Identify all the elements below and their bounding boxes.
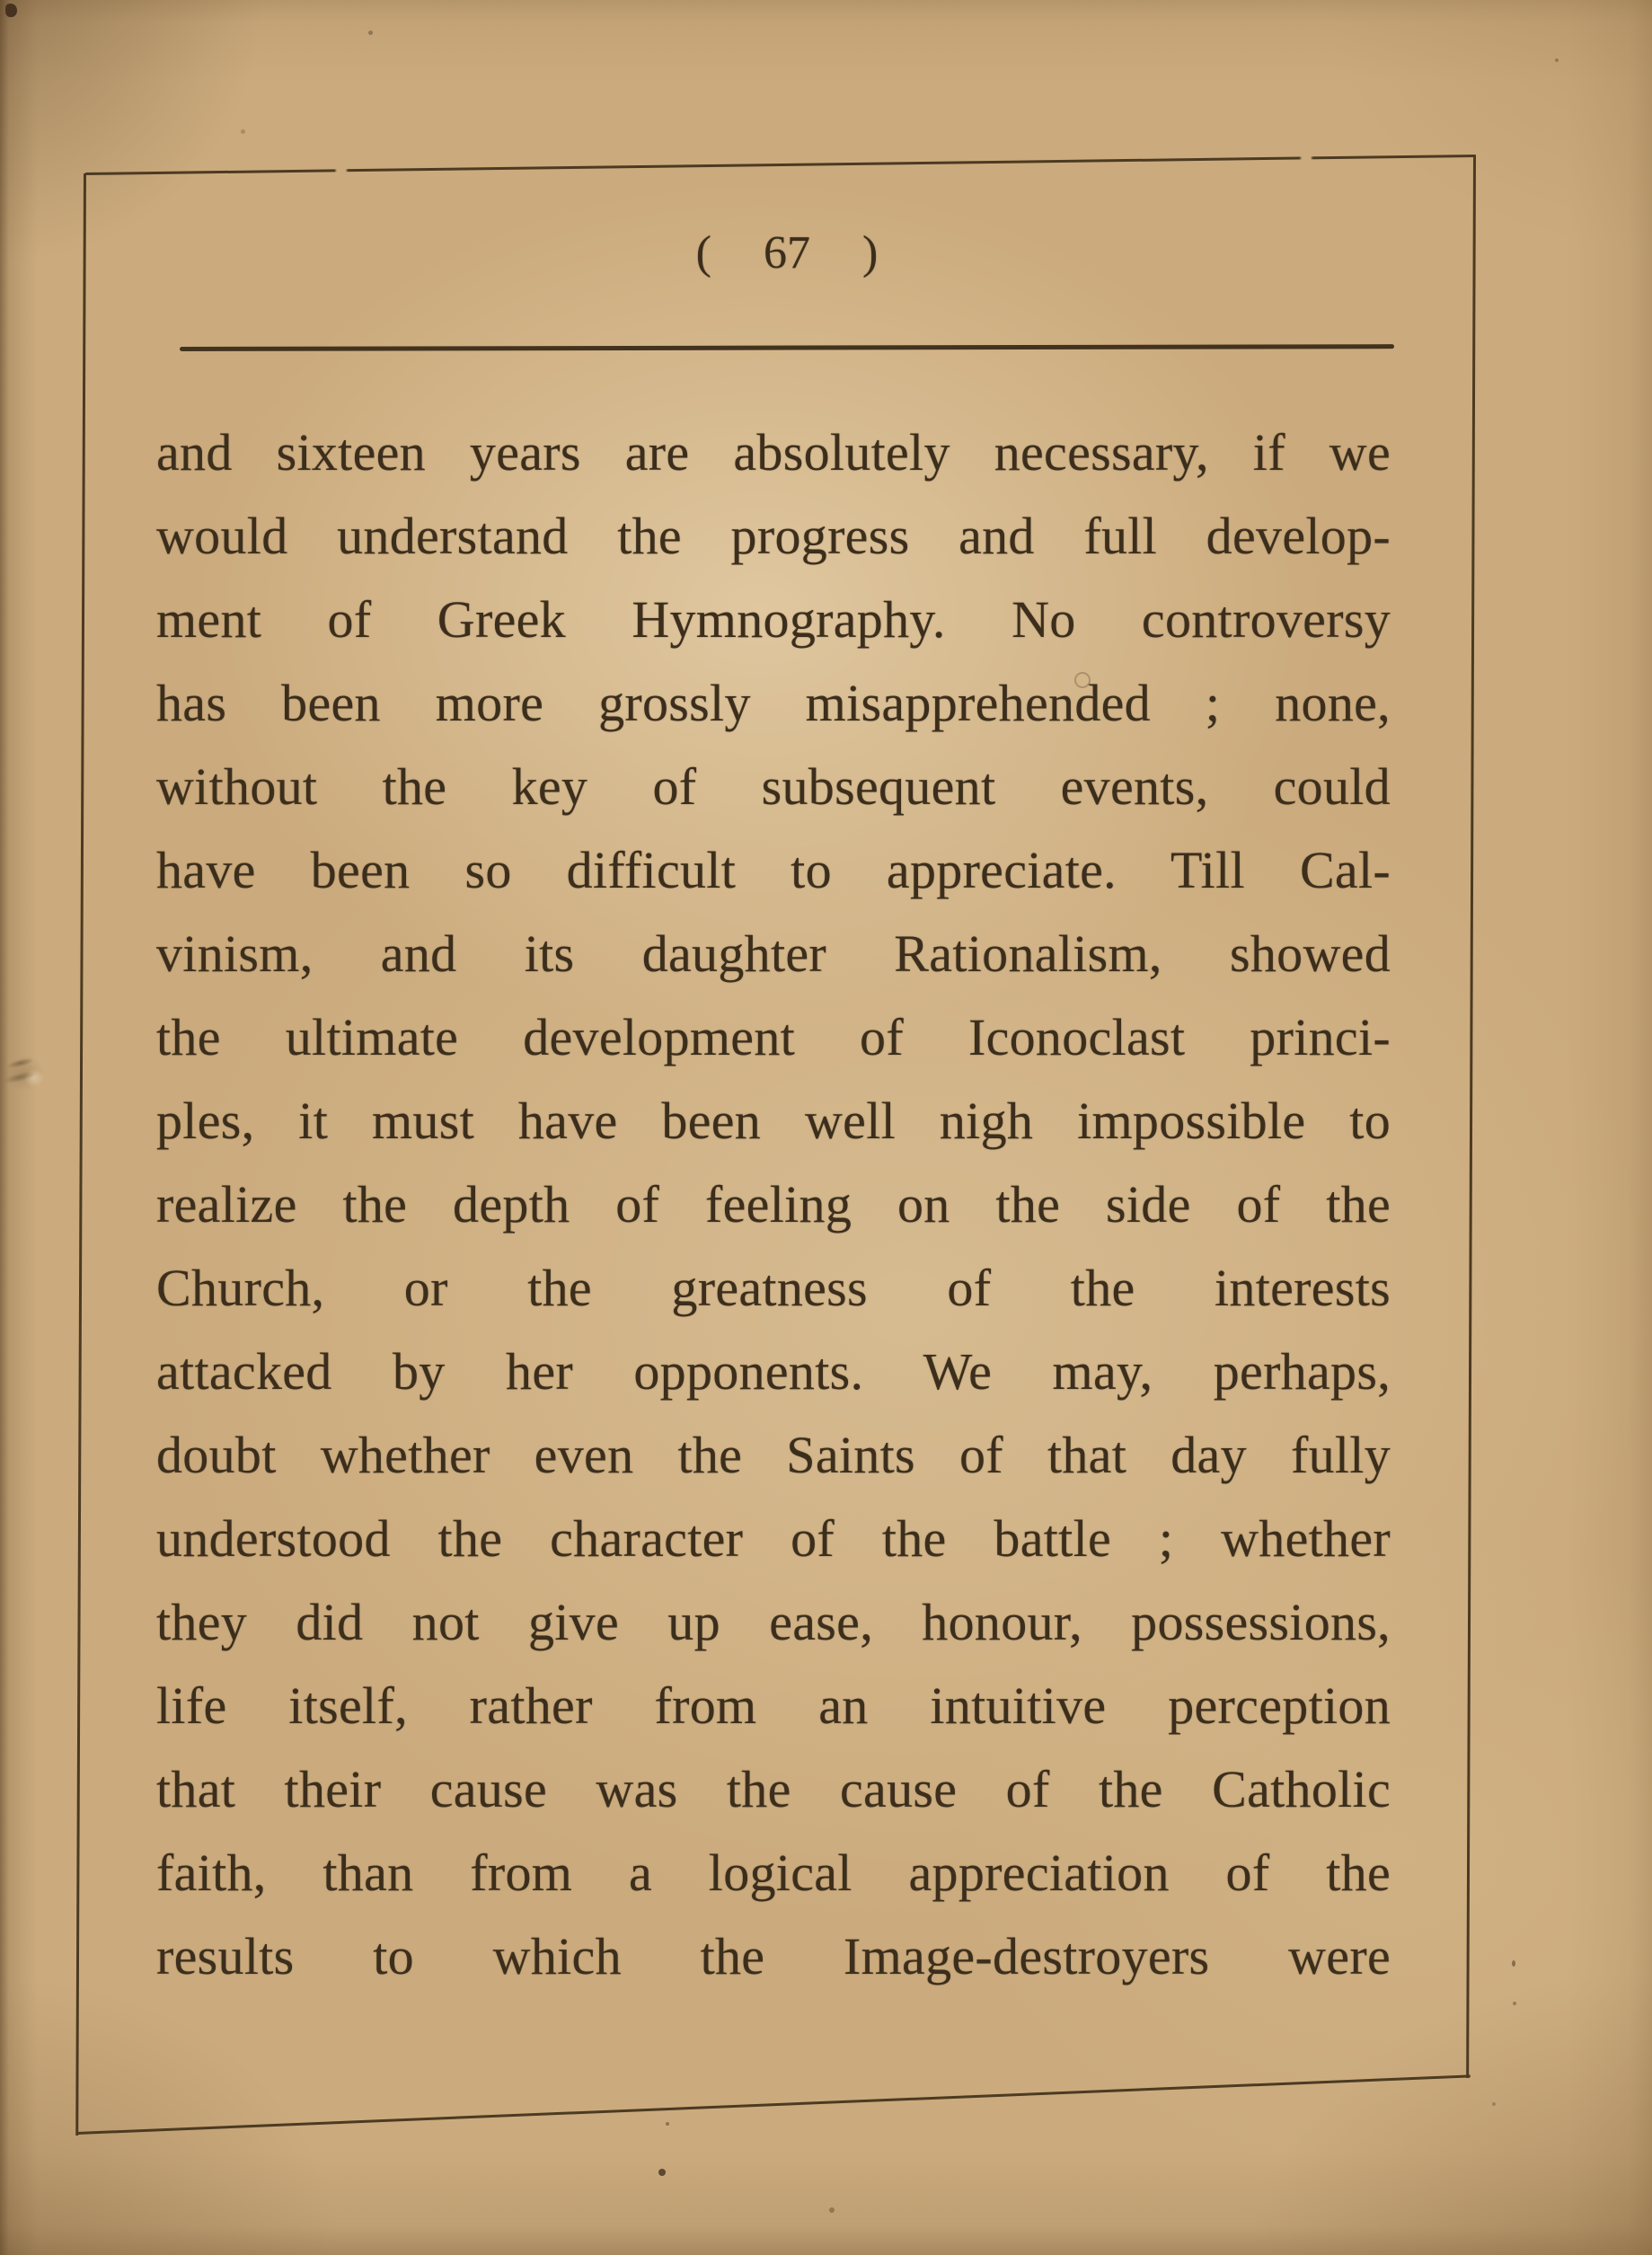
text-line: understood the character of the battle ; whether <box>156 1509 1391 1568</box>
text-line: Church, or the greatness of the interests <box>156 1259 1391 1317</box>
paper-speck <box>5 4 17 17</box>
text-line: and sixteen years are absolutely necessary, if we <box>156 423 1391 482</box>
frame-border-left <box>75 173 86 2136</box>
paper-speck <box>666 2122 669 2126</box>
text-line: doubt whether even the Saints of that day fully <box>156 1426 1391 1484</box>
paper-speck <box>1555 58 1559 62</box>
page-number-value: 67 <box>764 227 810 279</box>
paper-speck <box>368 31 373 35</box>
page-number-paren-open: ( <box>695 227 711 279</box>
text-line: would understand the progress and full develop- <box>156 507 1391 565</box>
paper-speck <box>1512 1960 1515 1967</box>
page-number-paren-close: ) <box>862 227 879 279</box>
text-line: realize the depth of feeling on the side of the <box>156 1175 1391 1234</box>
paper-speck <box>1492 2102 1496 2106</box>
text-line: results to which the Image-destroyers were <box>156 1927 1391 1985</box>
header-rule <box>180 344 1394 351</box>
text-line: life itself, rather from an intuitive perception <box>156 1676 1391 1735</box>
paper-speck <box>241 129 245 134</box>
paper-speck <box>1513 2002 1516 2005</box>
text-line: ment of Greek Hymnography. No controversy <box>156 590 1391 649</box>
body-text <box>156 411 1391 1998</box>
paper-ring-mark <box>1074 672 1091 688</box>
text-line: vinism, and its daughter Rationalism, showed <box>156 924 1391 983</box>
page-number <box>180 226 1394 279</box>
frame-border-top <box>85 155 1476 175</box>
text-line: has been more grossly misapprehended ; none, <box>156 674 1391 732</box>
paper-smudge <box>0 1036 64 1107</box>
text-line: ples, it must have been well nigh impossible to <box>156 1092 1391 1150</box>
text-line: faith, than from a logical appreciation of the <box>156 1844 1391 1902</box>
text-line: attacked by her opponents. We may, perhaps, <box>156 1342 1391 1401</box>
paper-speck <box>658 2169 666 2176</box>
frame-border-bottom <box>77 2074 1471 2135</box>
text-line: without the key of subsequent events, could <box>156 757 1391 816</box>
frame-border-right <box>1466 155 1476 2078</box>
text-line: they did not give up ease, honour, possessions, <box>156 1593 1391 1651</box>
text-line: the ultimate development of Iconoclast princi- <box>156 1008 1391 1066</box>
text-line: that their cause was the cause of the Catholic <box>156 1760 1391 1818</box>
paper-speck <box>829 2207 835 2213</box>
text-line: have been so difficult to appreciate. Till Cal- <box>156 841 1391 899</box>
